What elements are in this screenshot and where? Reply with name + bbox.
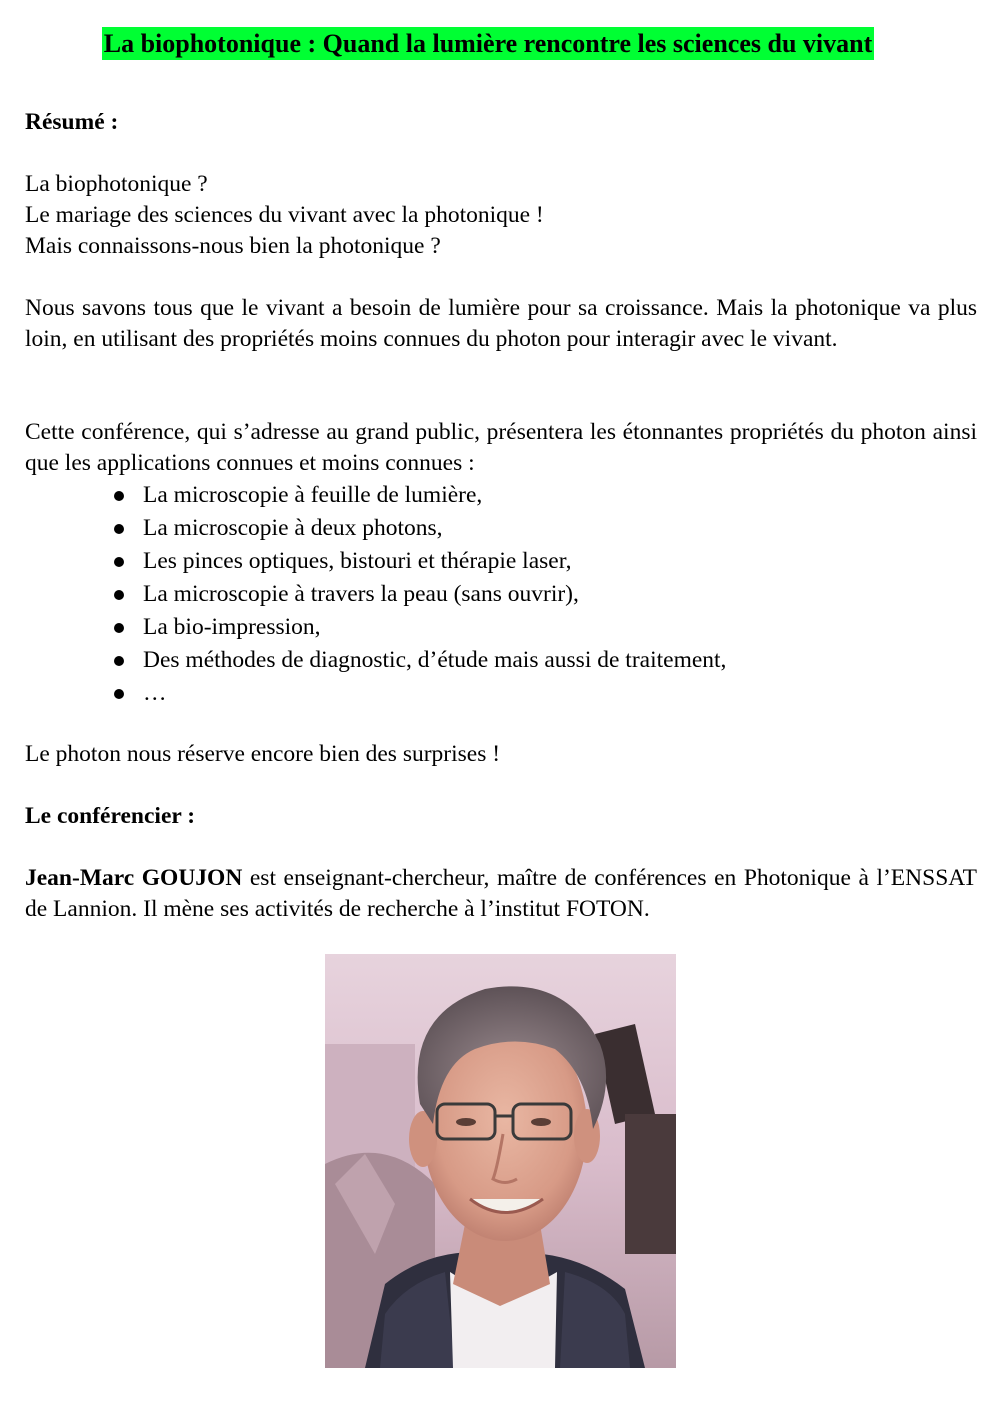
list-item: La microscopie à feuille de lumière, bbox=[25, 479, 977, 512]
bullet-icon bbox=[114, 590, 124, 600]
bullet-icon bbox=[114, 623, 124, 633]
applications-list bbox=[25, 479, 977, 710]
list-item: La microscopie à travers la peau (sans ouvrir), bbox=[25, 578, 977, 611]
bullet-icon bbox=[114, 689, 124, 699]
speaker-bio bbox=[25, 863, 977, 925]
title-bar bbox=[28, 27, 948, 60]
list-item: La microscopie à deux photons, bbox=[25, 512, 977, 545]
list-item: La bio-impression, bbox=[25, 611, 977, 644]
speaker-bio-text: est enseignant-chercheur, maître de conférences en Photonique à l’ENSSAT de Lannion. Il mène ses activités de recherche à l’institut FOTON. bbox=[25, 865, 977, 922]
paragraph-1: Nous savons tous que le vivant a besoin de lumière pour sa croissance. Mais la photonique va plus loin, en utilisant des propriétés moins connues du photon pour interagir avec le vivant. bbox=[25, 295, 977, 352]
page-title: La biophotonique : Quand la lumière rencontre les sciences du vivant bbox=[103, 29, 873, 58]
intro-line: Le mariage des sciences du vivant avec la photonique ! bbox=[25, 202, 544, 228]
intro-block bbox=[25, 169, 977, 262]
intro-line: La biophotonique ? bbox=[25, 171, 208, 197]
bullet-icon bbox=[114, 557, 124, 567]
list-item: … bbox=[25, 677, 977, 710]
closing-sentence: Le photon nous réserve encore bien des surprises ! bbox=[25, 741, 501, 767]
resume-heading: Résumé : bbox=[25, 109, 119, 135]
list-item: Les pinces optiques, bistouri et thérapie laser, bbox=[25, 545, 977, 578]
speaker-photo bbox=[325, 954, 676, 1368]
list-item: Des méthodes de diagnostic, d’étude mais aussi de traitement, bbox=[25, 644, 977, 677]
speaker-name: Jean-Marc GOUJON bbox=[25, 865, 243, 891]
bullet-icon bbox=[114, 656, 124, 666]
intro-line: Mais connaissons-nous bien la photonique ? bbox=[25, 233, 441, 259]
speaker-heading: Le conférencier : bbox=[25, 803, 196, 829]
bullet-icon bbox=[114, 524, 124, 534]
bullet-icon bbox=[114, 491, 124, 501]
paragraph-2: Cette conférence, qui s’adresse au grand public, présentera les étonnantes propriétés du photon ainsi que les applications connues et moins connues : bbox=[25, 419, 977, 476]
